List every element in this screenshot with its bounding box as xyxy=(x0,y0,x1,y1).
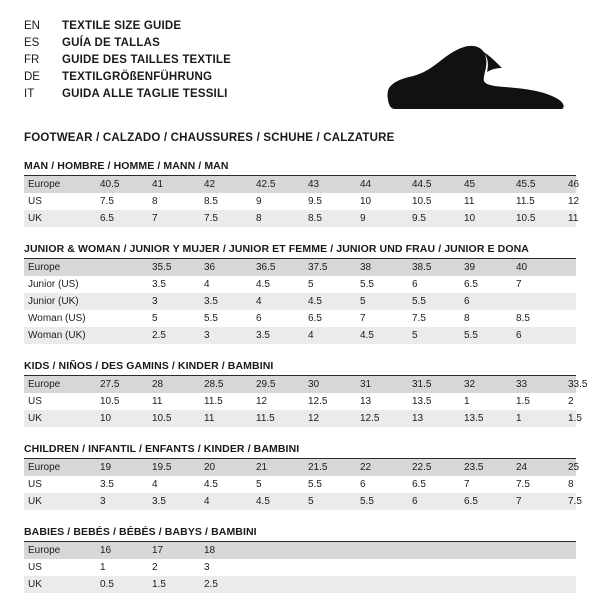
cell: 11.5 xyxy=(252,410,304,427)
cell: 5 xyxy=(408,327,460,344)
section-children xyxy=(24,443,582,510)
cell: 11 xyxy=(200,410,252,427)
cell: 3.5 xyxy=(148,493,200,510)
cell: 33 xyxy=(512,376,564,393)
cell: 22 xyxy=(356,459,408,476)
cell: 4 xyxy=(304,327,356,344)
cell: 6 xyxy=(460,293,512,310)
cell: 30 xyxy=(304,376,356,393)
cell: 1 xyxy=(512,410,564,427)
row-label: UK xyxy=(24,576,96,593)
table-row xyxy=(24,210,576,227)
section-title: KIDS / NIÑOS / DES GAMINS / KINDER / BAMBINI xyxy=(24,360,576,376)
size-table-junior-woman xyxy=(24,259,576,344)
cell: 3.5 xyxy=(152,279,166,290)
cell: 2.5 xyxy=(148,327,200,344)
cell: 29.5 xyxy=(252,376,304,393)
row-label: UK xyxy=(24,210,96,227)
cell: 1.5 xyxy=(516,396,530,407)
cell: 33.5 xyxy=(564,376,576,393)
row-label: Europe xyxy=(24,459,96,476)
cell: 10 xyxy=(360,196,372,207)
row-label: US xyxy=(28,479,42,490)
section-title: CHILDREN / INFANTIL / ENFANTS / KINDER / BAMBINI xyxy=(24,443,576,459)
cell: 28.5 xyxy=(200,376,252,393)
cell: 6 xyxy=(412,279,418,290)
cell: 12 xyxy=(568,196,580,207)
cell: 5.5 xyxy=(308,479,322,490)
table-row xyxy=(24,310,576,327)
cell: 6.5 xyxy=(464,279,478,290)
cell: 44 xyxy=(356,176,408,193)
cell: 5 xyxy=(308,279,314,290)
cell: 10 xyxy=(460,210,512,227)
cell: 1 xyxy=(100,562,106,573)
cell: 23.5 xyxy=(460,459,512,476)
cell: 1.5 xyxy=(148,576,200,593)
cell: 9.5 xyxy=(308,196,322,207)
cell: 13.5 xyxy=(460,410,512,427)
language-title-list xyxy=(24,18,231,103)
cell: 31.5 xyxy=(408,376,460,393)
row-label: Europe xyxy=(24,376,96,393)
cell: 13 xyxy=(360,396,372,407)
cell: 8 xyxy=(568,479,574,490)
table-row xyxy=(24,542,576,559)
cell: 42 xyxy=(200,176,252,193)
cell xyxy=(96,327,148,344)
cell: 4.5 xyxy=(356,327,408,344)
language-row xyxy=(24,52,231,69)
cell: 8 xyxy=(252,210,304,227)
cell: 36.5 xyxy=(252,259,304,276)
language-title: GUÍA DE TALLAS xyxy=(62,37,160,49)
cell: 31 xyxy=(356,376,408,393)
row-label: UK xyxy=(24,493,96,510)
row-label: Woman (UK) xyxy=(24,327,96,344)
cell xyxy=(252,542,576,559)
row-label: Europe xyxy=(24,542,96,559)
cell: 3 xyxy=(204,562,210,573)
cell: 2.5 xyxy=(200,576,252,593)
row-label: Europe xyxy=(24,176,96,193)
cell: 3 xyxy=(200,327,252,344)
cell: 2 xyxy=(152,562,158,573)
cell: 3.5 xyxy=(200,293,252,310)
section-title: JUNIOR & WOMAN / JUNIOR Y MUJER / JUNIOR ET FEMME / JUNIOR UND FRAU / JUNIOR E DONA xyxy=(24,243,576,259)
table-row xyxy=(24,176,576,193)
cell xyxy=(96,310,148,327)
cell: 4.5 xyxy=(256,279,270,290)
row-label: US xyxy=(28,196,42,207)
cell: 6 xyxy=(512,327,576,344)
cell: 3 xyxy=(148,293,200,310)
cell: 3 xyxy=(96,493,148,510)
cell: 16 xyxy=(96,542,148,559)
cell: 13.5 xyxy=(412,396,432,407)
cell: 9.5 xyxy=(408,210,460,227)
cell: 39 xyxy=(460,259,512,276)
cell: 4 xyxy=(204,279,210,290)
cell: 11.5 xyxy=(204,396,223,407)
cell: 7 xyxy=(516,279,522,290)
row-label: US xyxy=(28,562,42,573)
cell: 22.5 xyxy=(408,459,460,476)
cell: 6.5 xyxy=(460,493,512,510)
cell: 5.5 xyxy=(408,293,460,310)
cell: 5.5 xyxy=(356,493,408,510)
language-row xyxy=(24,35,231,52)
cell: 37.5 xyxy=(304,259,356,276)
language-code: ES xyxy=(24,37,40,49)
cell: 40.5 xyxy=(96,176,148,193)
cell: 13 xyxy=(408,410,460,427)
cell: 5.5 xyxy=(460,327,512,344)
table-row xyxy=(24,459,576,476)
cell: 12.5 xyxy=(308,396,328,407)
cell: 5 xyxy=(256,479,262,490)
table-row xyxy=(24,276,576,293)
language-title: GUIDE DES TAILLES TEXTILE xyxy=(62,54,231,66)
cell: 41 xyxy=(148,176,200,193)
cell: 7 xyxy=(148,210,200,227)
cell: 7 xyxy=(464,479,470,490)
cell: 3.5 xyxy=(100,479,114,490)
cell: 12 xyxy=(256,396,268,407)
cell: 10.5 xyxy=(512,210,564,227)
table-row xyxy=(24,393,576,410)
cell: 35.5 xyxy=(148,259,200,276)
cell: 7 xyxy=(360,313,366,324)
cell: 4 xyxy=(200,493,252,510)
row-label: US xyxy=(28,396,42,407)
cell: 7.5 xyxy=(100,196,114,207)
cell: 4.5 xyxy=(252,493,304,510)
cell: 38.5 xyxy=(408,259,460,276)
cell xyxy=(252,576,576,593)
row-label: Junior (US) xyxy=(28,279,79,290)
cell: 8.5 xyxy=(516,313,530,324)
cell: 45.5 xyxy=(512,176,564,193)
cell: 7.5 xyxy=(200,210,252,227)
row-label: UK xyxy=(24,410,96,427)
cell: 11 xyxy=(564,210,576,227)
row-label: Woman (US) xyxy=(28,313,86,324)
cell: 5 xyxy=(304,493,356,510)
cell: 19.5 xyxy=(148,459,200,476)
section-kids xyxy=(24,360,588,427)
cell: 1 xyxy=(464,396,470,407)
table-row xyxy=(24,376,576,393)
cell: 12.5 xyxy=(356,410,408,427)
cell: 0.5 xyxy=(96,576,148,593)
cell: 7.5 xyxy=(412,313,426,324)
cell: 5.5 xyxy=(204,313,218,324)
cell: 20 xyxy=(200,459,252,476)
row-label: Europe xyxy=(24,259,96,276)
cell: 9 xyxy=(356,210,408,227)
cell: 5.5 xyxy=(360,279,374,290)
cell: 8 xyxy=(152,196,158,207)
cell: 38 xyxy=(356,259,408,276)
document-header xyxy=(24,18,576,120)
cell: 8 xyxy=(464,313,470,324)
table-row xyxy=(24,410,576,427)
cell: 4.5 xyxy=(204,479,218,490)
cell xyxy=(96,276,148,293)
section-junior-woman xyxy=(24,243,576,344)
size-table-man xyxy=(24,176,580,227)
table-row xyxy=(24,193,576,210)
row-label: Junior (UK) xyxy=(24,293,96,310)
cell: 1.5 xyxy=(564,410,576,427)
language-code: IT xyxy=(24,88,35,100)
cell: 12 xyxy=(304,410,356,427)
section-title: BABIES / BEBÉS / BÉBÉS / BABYS / BAMBINI xyxy=(24,526,576,542)
cell: 11.5 xyxy=(516,196,535,207)
cell: 6.5 xyxy=(412,479,426,490)
cell: 17 xyxy=(148,542,200,559)
cell: 11 xyxy=(464,196,475,207)
size-table-babies xyxy=(24,542,576,593)
cell: 27.5 xyxy=(96,376,148,393)
cell: 36 xyxy=(200,259,252,276)
table-row xyxy=(24,327,576,344)
table-row xyxy=(24,259,576,276)
cell: 42.5 xyxy=(252,176,304,193)
cell xyxy=(96,259,148,276)
size-table-kids xyxy=(24,376,588,427)
cell: 18 xyxy=(200,542,252,559)
cell: 7.5 xyxy=(564,493,576,510)
language-title: TEXTILGRÖßENFÜHRUNG xyxy=(62,71,213,83)
cell: 8.5 xyxy=(204,196,218,207)
cell xyxy=(252,559,576,576)
cell: 4 xyxy=(152,479,158,490)
cell: 10.5 xyxy=(412,196,432,207)
cell: 4 xyxy=(252,293,304,310)
footwear-subtitle: FOOTWEAR / CALZADO / CHAUSSURES / SCHUHE / CALZATURE xyxy=(24,132,395,144)
cell: 10.5 xyxy=(148,410,200,427)
size-table-children xyxy=(24,459,582,510)
cell: 6 xyxy=(408,493,460,510)
cell: 10 xyxy=(96,410,148,427)
cell: 2 xyxy=(568,396,574,407)
language-row xyxy=(24,86,231,103)
section-man xyxy=(24,160,580,227)
cell: 21 xyxy=(252,459,304,476)
cell: 11 xyxy=(152,396,163,407)
table-row xyxy=(24,559,576,576)
table-row xyxy=(24,576,576,593)
language-code: FR xyxy=(24,54,40,66)
cell: 24 xyxy=(512,459,564,476)
cell: 6 xyxy=(256,313,262,324)
cell: 6.5 xyxy=(308,313,322,324)
table-row xyxy=(24,493,576,510)
cell: 46 xyxy=(564,176,576,193)
cell: 6 xyxy=(360,479,366,490)
cell: 3.5 xyxy=(252,327,304,344)
language-row xyxy=(24,18,231,35)
cell: 21.5 xyxy=(304,459,356,476)
cell: 19 xyxy=(96,459,148,476)
dress-shoe-icon xyxy=(380,36,570,120)
table-row xyxy=(24,476,576,493)
cell: 43 xyxy=(304,176,356,193)
language-code: EN xyxy=(24,20,40,32)
table-row xyxy=(24,293,576,310)
section-babies xyxy=(24,526,576,593)
cell: 7.5 xyxy=(516,479,530,490)
cell: 5 xyxy=(152,313,158,324)
cell: 5 xyxy=(356,293,408,310)
language-code: DE xyxy=(24,71,40,83)
cell: 28 xyxy=(148,376,200,393)
cell xyxy=(96,293,148,310)
cell: 9 xyxy=(256,196,262,207)
cell: 10.5 xyxy=(100,396,120,407)
language-row xyxy=(24,69,231,86)
language-title: GUIDA ALLE TAGLIE TESSILI xyxy=(62,88,228,100)
cell: 4.5 xyxy=(304,293,356,310)
cell: 45 xyxy=(460,176,512,193)
cell xyxy=(512,293,576,310)
cell: 25 xyxy=(564,459,576,476)
cell: 8.5 xyxy=(304,210,356,227)
cell: 7 xyxy=(512,493,564,510)
section-title: MAN / HOMBRE / HOMME / MANN / MAN xyxy=(24,160,576,176)
cell: 6.5 xyxy=(96,210,148,227)
cell: 32 xyxy=(460,376,512,393)
cell: 44.5 xyxy=(408,176,460,193)
cell: 40 xyxy=(512,259,576,276)
language-title: TEXTILE SIZE GUIDE xyxy=(62,20,182,32)
